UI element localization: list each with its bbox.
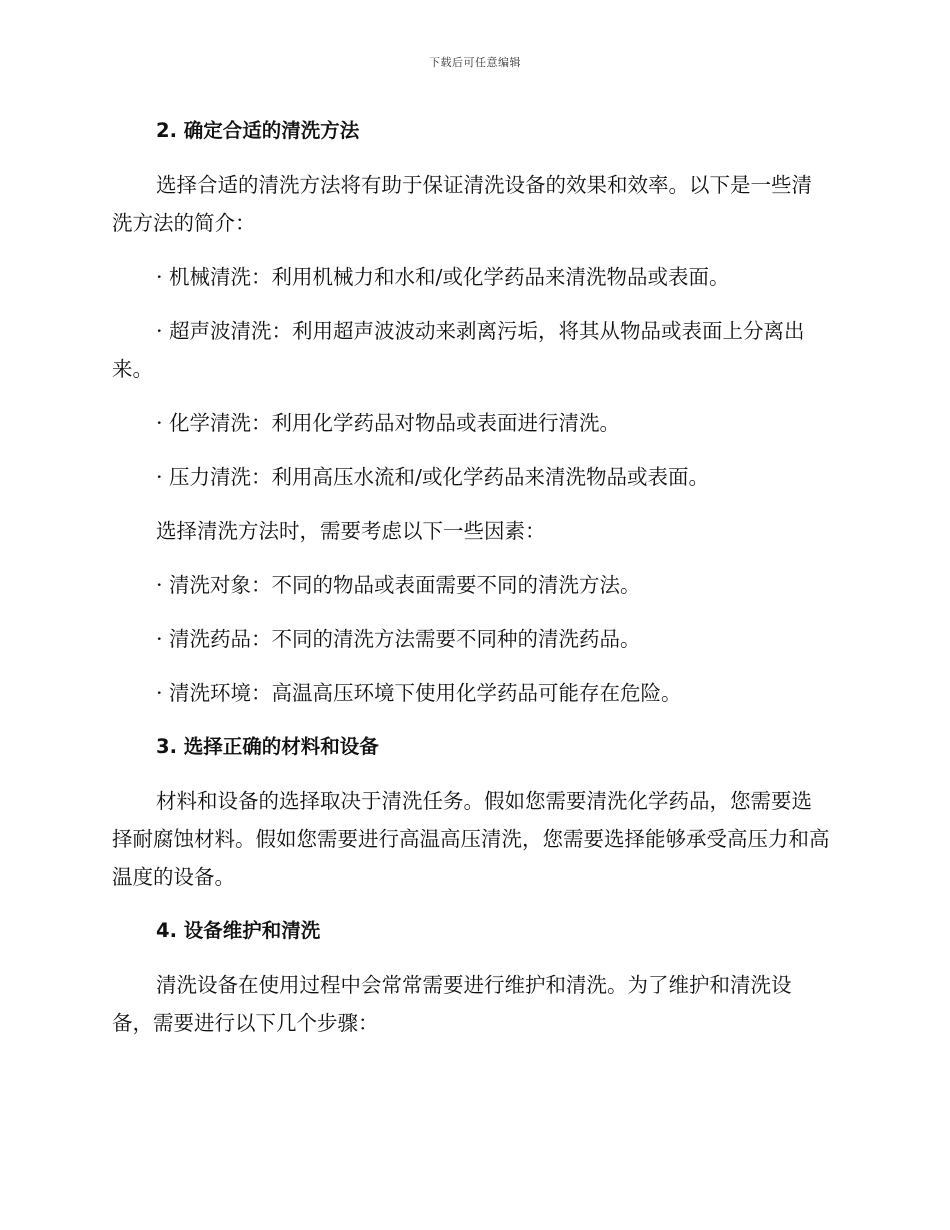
factor-item-chemicals: · 清洗药品：不同的清洗方法需要不同种的清洗药品。	[156, 627, 641, 651]
method-item-ultrasonic: · 超声波清洗：利用超声波波动来剥离污垢，将其从物品或表面上分离出来。	[112, 319, 805, 381]
section-3-heading: 3. 选择正确的材料和设备	[156, 735, 379, 758]
section-2-intro: 选择合适的清洗方法将有助于保证清洗设备的效果和效率。以下是一些清洗方法的简介：	[112, 173, 812, 235]
document-body	[112, 112, 832, 1058]
section-4-text: 清洗设备在使用过程中会常常需要进行维护和清洗。为了维护和清洗设备，需要进行以下几个步骤：	[112, 973, 792, 1035]
factor-item-environment: · 清洗环境：高温高压环境下使用化学药品可能存在危险。	[156, 681, 682, 705]
section-4-heading: 4. 设备维护和清洗	[156, 919, 321, 942]
section-3-text: 材料和设备的选择取决于清洗任务。假如您需要清洗化学药品，您需要选择耐腐蚀材料。假如您需要进行高温高压清洗，您需要选择能够承受高压力和高温度的设备。	[112, 789, 830, 889]
section-2-heading: 2. 确定合适的清洗方法	[156, 119, 360, 142]
page-header: 下载后可任意编辑	[429, 56, 521, 69]
method-item-chemical: · 化学清洗：利用化学药品对物品或表面进行清洗。	[156, 411, 621, 435]
method-item-pressure: · 压力清洗：利用高压水流和/或化学药品来清洗物品或表面。	[156, 465, 709, 489]
factors-intro: 选择清洗方法时，需要考虑以下一些因素：	[156, 519, 546, 543]
factor-item-object: · 清洗对象：不同的物品或表面需要不同的清洗方法。	[156, 573, 641, 597]
method-item-mechanical: · 机械清洗：利用机械力和水和/或化学药品来清洗物品或表面。	[156, 265, 730, 289]
